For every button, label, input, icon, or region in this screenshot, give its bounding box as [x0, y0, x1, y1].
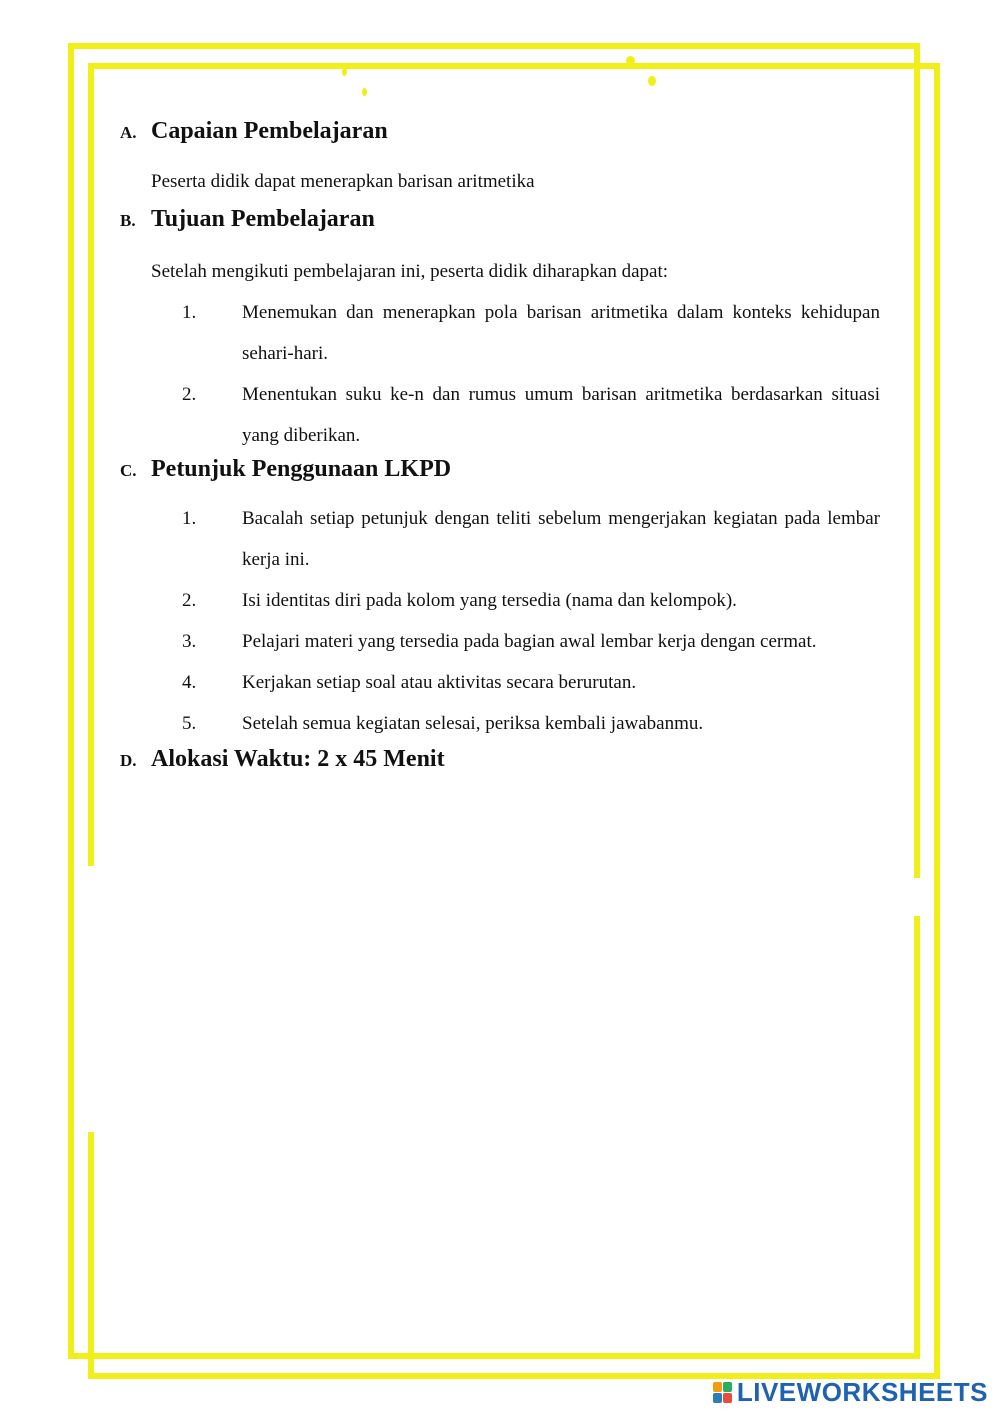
- list-number: 3.: [182, 631, 197, 652]
- decor-dot: [648, 76, 656, 86]
- list-text: Kerjakan setiap soal atau aktivitas secara berurutan.: [242, 672, 637, 693]
- decor-dot: [626, 56, 635, 65]
- list-text: Menentukan suku ke-n dan rumus umum barisan aritmetika berdasarkan situasi yang diberikan.: [242, 384, 880, 446]
- section-letter: B.: [120, 211, 136, 230]
- section-d-heading: [120, 746, 880, 786]
- brand-name: LIVEWORKSHEETS: [736, 1377, 988, 1407]
- frame-gap-left: [82, 866, 96, 1132]
- section-title: Capaian Pembelajaran: [151, 118, 388, 144]
- list-text: Bacalah setiap petunjuk dengan teliti sebelum mengerjakan kegiatan pada lembar kerja ini.: [242, 508, 880, 570]
- list-number: 5.: [182, 713, 197, 734]
- section-c-heading: [120, 456, 880, 496]
- section-b-intro: Setelah mengikuti pembelajaran ini, peserta didik diharapkan dapat:: [151, 261, 669, 282]
- section-title: Tujuan Pembelajaran: [151, 206, 375, 232]
- liveworksheets-brand[interactable]: [713, 1377, 988, 1408]
- list-number: 1.: [182, 508, 197, 529]
- list-number: 2.: [182, 384, 197, 405]
- section-letter: A.: [120, 123, 137, 142]
- list-item: [120, 374, 880, 456]
- liveworksheets-logo-icon: [713, 1382, 733, 1404]
- section-title: Petunjuk Penggunaan LKPD: [151, 456, 452, 482]
- section-letter: C.: [120, 461, 137, 480]
- frame-gap-right: [906, 878, 922, 916]
- section-a-heading: [120, 118, 880, 158]
- list-item: [120, 498, 880, 580]
- list-item: [120, 703, 880, 744]
- decor-dot: [342, 68, 347, 76]
- decor-dot: [362, 88, 367, 96]
- list-number: 4.: [182, 672, 197, 693]
- list-item: [120, 580, 880, 621]
- list-text: Menemukan dan menerapkan pola barisan aritmetika dalam konteks kehidupan sehari-hari.: [242, 302, 880, 364]
- list-text: Setelah semua kegiatan selesai, periksa kembali jawabanmu.: [242, 713, 704, 734]
- worksheet-content: [120, 118, 880, 786]
- list-item: [120, 621, 880, 662]
- objectives-list: [120, 292, 880, 456]
- section-a-text: Peserta didik dapat menerapkan barisan aritmetika: [151, 171, 535, 192]
- list-text: Pelajari materi yang tersedia pada bagian awal lembar kerja dengan cermat.: [242, 631, 817, 652]
- list-number: 1.: [182, 302, 197, 323]
- section-title: Alokasi Waktu: 2 x 45 Menit: [151, 746, 445, 772]
- list-item: [120, 292, 880, 374]
- instructions-list: [120, 498, 880, 744]
- list-number: 2.: [182, 590, 197, 611]
- section-b-heading: [120, 206, 880, 246]
- list-item: [120, 662, 880, 703]
- list-text: Isi identitas diri pada kolom yang tersedia (nama dan kelompok).: [242, 590, 737, 611]
- section-letter: D.: [120, 751, 137, 770]
